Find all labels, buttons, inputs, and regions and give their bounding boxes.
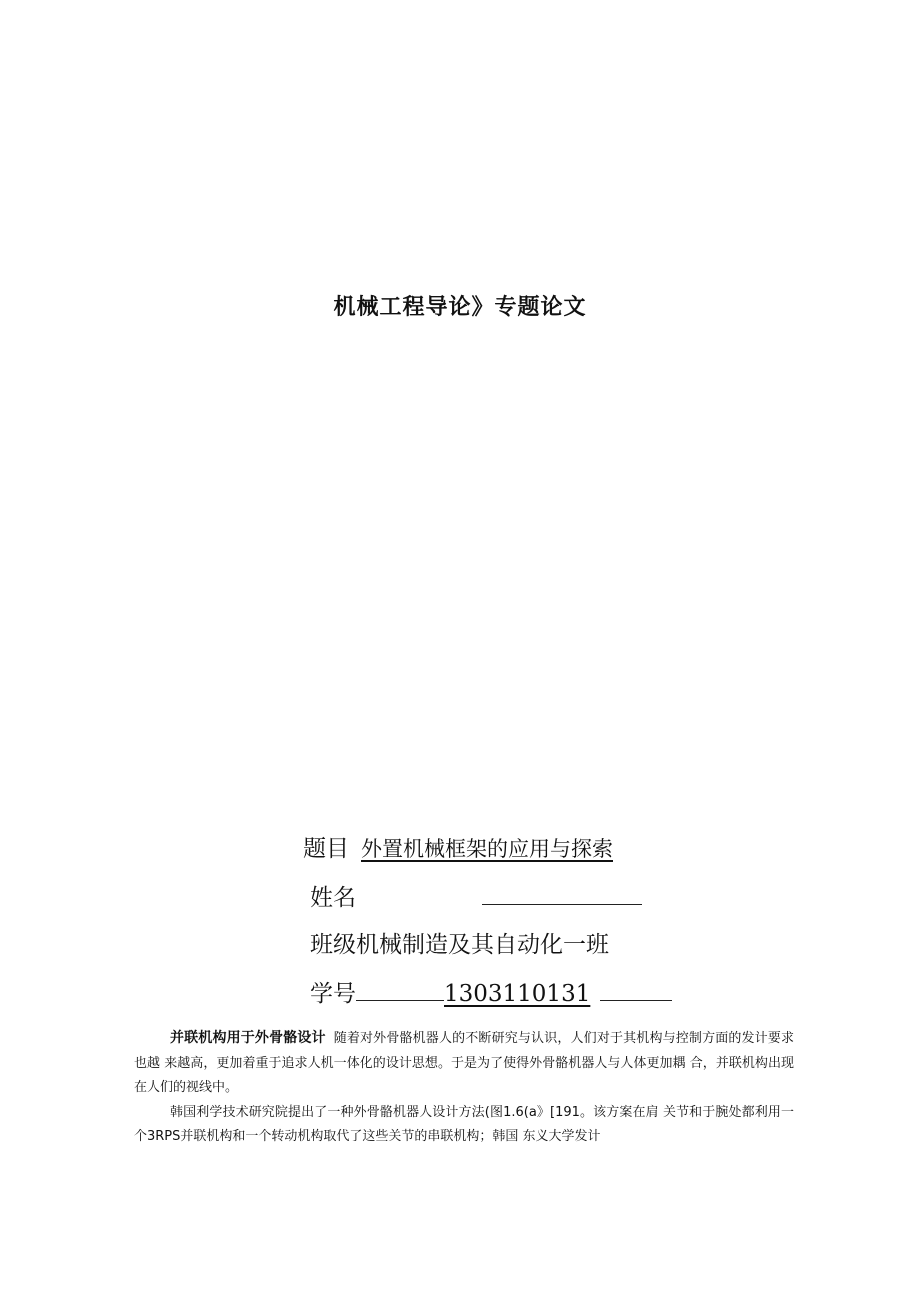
body-text — [134, 1026, 794, 1150]
paragraph-1 — [134, 1026, 794, 1101]
student-id-leading-line — [356, 1000, 444, 1001]
class-field: 班级机械制造及其自动化一班 — [310, 932, 609, 958]
name-blank-line — [482, 904, 642, 905]
topic-value: 外置机械框架的应用与探索 — [361, 837, 613, 861]
paragraph-1-heading: 并联机构用于外骨骼设计 — [170, 1030, 326, 1046]
topic-field — [303, 830, 613, 863]
student-id-label: 学号 — [310, 981, 356, 1007]
student-id-trailing-line — [600, 1000, 672, 1001]
student-id-field — [310, 975, 672, 1008]
name-field — [310, 879, 642, 912]
document-title: 机械工程导论》专题论文 — [333, 295, 587, 320]
paragraph-2: 韩国利学技术研究院提出了一种外骨骼机器人设计方法(图1.6(a》[191。该方案在肩 关节和于腕处都利用一个3RPS并联机构和一个转动机构取代了这些关节的串联机构；韩国 东义大学发计 — [134, 1104, 794, 1144]
name-label: 姓名 — [310, 885, 356, 911]
topic-label: 题目 — [303, 836, 349, 862]
paragraph-1-text: 随着对外骨骼机器人的不断研究与认识，人们对于其机构与控制方面的发计要求也越 来越高，更加着重于追求人机一体化的设计思想。于是为了使得外骨骼机器人与人体更加耦 合，并联机构出现在人们的视线中。 — [134, 1031, 794, 1095]
student-id-value: 1303110131 — [444, 981, 591, 1007]
